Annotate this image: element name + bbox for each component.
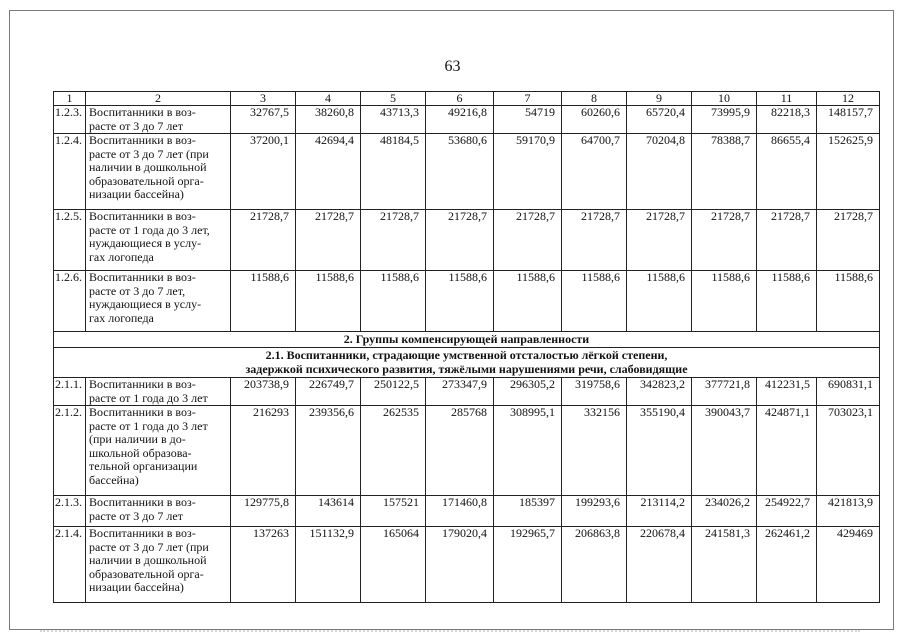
value-cell: 241581,3 (692, 527, 757, 603)
value-cell: 38260,8 (296, 106, 361, 134)
value-cell: 32767,5 (231, 106, 296, 134)
table-row (54, 496, 880, 527)
row-code: 1.2.4. (54, 134, 86, 210)
value-cell: 42694,4 (296, 134, 361, 210)
header-cell: 10 (692, 92, 757, 106)
value-cell: 148157,7 (817, 106, 880, 134)
value-cell: 64700,7 (562, 134, 627, 210)
header-cell: 4 (296, 92, 361, 106)
value-cell: 86655,4 (757, 134, 817, 210)
row-description: Воспитанники в воз- расте от 1 года до 3 лет, нуждающиеся в услу- гах логопеда (86, 210, 231, 271)
header-cell: 1 (54, 92, 86, 106)
value-cell: 171460,8 (426, 496, 494, 527)
header-cell: 2 (86, 92, 231, 106)
row-code: 2.1.1. (54, 378, 86, 406)
value-cell: 179020,4 (426, 527, 494, 603)
header-cell: 5 (361, 92, 426, 106)
value-cell: 254922,7 (757, 496, 817, 527)
value-cell: 78388,7 (692, 134, 757, 210)
value-cell: 129775,8 (231, 496, 296, 527)
header-cell: 12 (817, 92, 880, 106)
value-cell: 239356,6 (296, 406, 361, 496)
value-cell: 11588,6 (426, 271, 494, 332)
row-code: 1.2.3. (54, 106, 86, 134)
value-cell: 59170,9 (494, 134, 562, 210)
value-cell: 11588,6 (757, 271, 817, 332)
value-cell: 192965,7 (494, 527, 562, 603)
value-cell: 65720,4 (627, 106, 692, 134)
value-cell: 49216,8 (426, 106, 494, 134)
row-description: Воспитанники в воз- расте от 3 до 7 лет, нуждающиеся в услу- гах логопеда (86, 271, 231, 332)
value-cell: 48184,5 (361, 134, 426, 210)
value-cell: 54719 (494, 106, 562, 134)
tariff-table (53, 91, 880, 603)
subsection-heading (54, 348, 880, 378)
section-heading-title: 2. Группы компенсирующей направленности (54, 332, 880, 348)
value-cell: 73995,9 (692, 106, 757, 134)
header-cell: 8 (562, 92, 627, 106)
value-cell: 143614 (296, 496, 361, 527)
value-cell: 332156 (562, 406, 627, 496)
value-cell: 690831,1 (817, 378, 880, 406)
value-cell: 206863,8 (562, 527, 627, 603)
row-code: 2.1.3. (54, 496, 86, 527)
page-number: 63 (444, 58, 461, 75)
value-cell: 21728,7 (296, 210, 361, 271)
value-cell: 390043,7 (692, 406, 757, 496)
value-cell: 21728,7 (361, 210, 426, 271)
value-cell: 199293,6 (562, 496, 627, 527)
table-row (54, 378, 880, 406)
value-cell: 21728,7 (562, 210, 627, 271)
value-cell: 220678,4 (627, 527, 692, 603)
row-description: Воспитанники в воз- расте от 1 года до 3 лет (при наличии в до- школьной образова- тельной организации бассейна) (86, 406, 231, 496)
table-row (54, 271, 880, 332)
value-cell: 216293 (231, 406, 296, 496)
value-cell: 421813,9 (817, 496, 880, 527)
value-cell: 11588,6 (231, 271, 296, 332)
scan-artifact-line (40, 630, 860, 634)
value-cell: 43713,3 (361, 106, 426, 134)
value-cell: 21728,7 (494, 210, 562, 271)
header-cell: 6 (426, 92, 494, 106)
value-cell: 226749,7 (296, 378, 361, 406)
row-description: Воспитанники в воз- расте от 3 до 7 лет (86, 496, 231, 527)
value-cell: 213114,2 (627, 496, 692, 527)
row-description: Воспитанники в воз- расте от 3 до 7 лет (86, 106, 231, 134)
section-heading (54, 332, 880, 348)
value-cell: 429469 (817, 527, 880, 603)
table-row (54, 406, 880, 496)
header-cell: 9 (627, 92, 692, 106)
value-cell: 185397 (494, 496, 562, 527)
value-cell: 11588,6 (627, 271, 692, 332)
value-cell: 262535 (361, 406, 426, 496)
value-cell: 11588,6 (296, 271, 361, 332)
value-cell: 11588,6 (494, 271, 562, 332)
value-cell: 53680,6 (426, 134, 494, 210)
value-cell: 377721,8 (692, 378, 757, 406)
row-code: 2.1.4. (54, 527, 86, 603)
row-description: Воспитанники в воз- расте от 3 до 7 лет (при наличии в дошкольной образовательной орга- низации бассейна) (86, 134, 231, 210)
value-cell: 165064 (361, 527, 426, 603)
value-cell: 11588,6 (361, 271, 426, 332)
value-cell: 285768 (426, 406, 494, 496)
value-cell: 355190,4 (627, 406, 692, 496)
row-description: Воспитанники в воз- расте от 3 до 7 лет (при наличии в дошкольной образовательной орга- низации бассейна) (86, 527, 231, 603)
value-cell: 703023,1 (817, 406, 880, 496)
header-cell: 3 (231, 92, 296, 106)
value-cell: 70204,8 (627, 134, 692, 210)
header-row (54, 92, 880, 106)
value-cell: 21728,7 (692, 210, 757, 271)
value-cell: 11588,6 (692, 271, 757, 332)
table-row (54, 527, 880, 603)
value-cell: 342823,2 (627, 378, 692, 406)
value-cell: 412231,5 (757, 378, 817, 406)
value-cell: 234026,2 (692, 496, 757, 527)
row-code: 1.2.5. (54, 210, 86, 271)
value-cell: 21728,7 (231, 210, 296, 271)
table-row (54, 134, 880, 210)
value-cell: 11588,6 (817, 271, 880, 332)
value-cell: 250122,5 (361, 378, 426, 406)
subsection-heading-title: 2.1. Воспитанники, страдающие умственной отсталостью лёгкой степени, задержкой психического развития, тяжёлыми нарушениями речи, слабовидящие (54, 348, 880, 378)
value-cell: 273347,9 (426, 378, 494, 406)
row-code: 2.1.2. (54, 406, 86, 496)
value-cell: 21728,7 (817, 210, 880, 271)
value-cell: 262461,2 (757, 527, 817, 603)
value-cell: 152625,9 (817, 134, 880, 210)
value-cell: 203738,9 (231, 378, 296, 406)
value-cell: 37200,1 (231, 134, 296, 210)
row-code: 1.2.6. (54, 271, 86, 332)
header-cell: 11 (757, 92, 817, 106)
value-cell: 308995,1 (494, 406, 562, 496)
value-cell: 11588,6 (562, 271, 627, 332)
row-description: Воспитанники в воз- расте от 1 года до 3 лет (86, 378, 231, 406)
value-cell: 21728,7 (757, 210, 817, 271)
header-cell: 7 (494, 92, 562, 106)
value-cell: 424871,1 (757, 406, 817, 496)
value-cell: 21728,7 (627, 210, 692, 271)
value-cell: 137263 (231, 527, 296, 603)
table-row (54, 210, 880, 271)
value-cell: 319758,6 (562, 378, 627, 406)
value-cell: 60260,6 (562, 106, 627, 134)
value-cell: 82218,3 (757, 106, 817, 134)
value-cell: 296305,2 (494, 378, 562, 406)
table-row (54, 106, 880, 134)
value-cell: 21728,7 (426, 210, 494, 271)
value-cell: 151132,9 (296, 527, 361, 603)
value-cell: 157521 (361, 496, 426, 527)
